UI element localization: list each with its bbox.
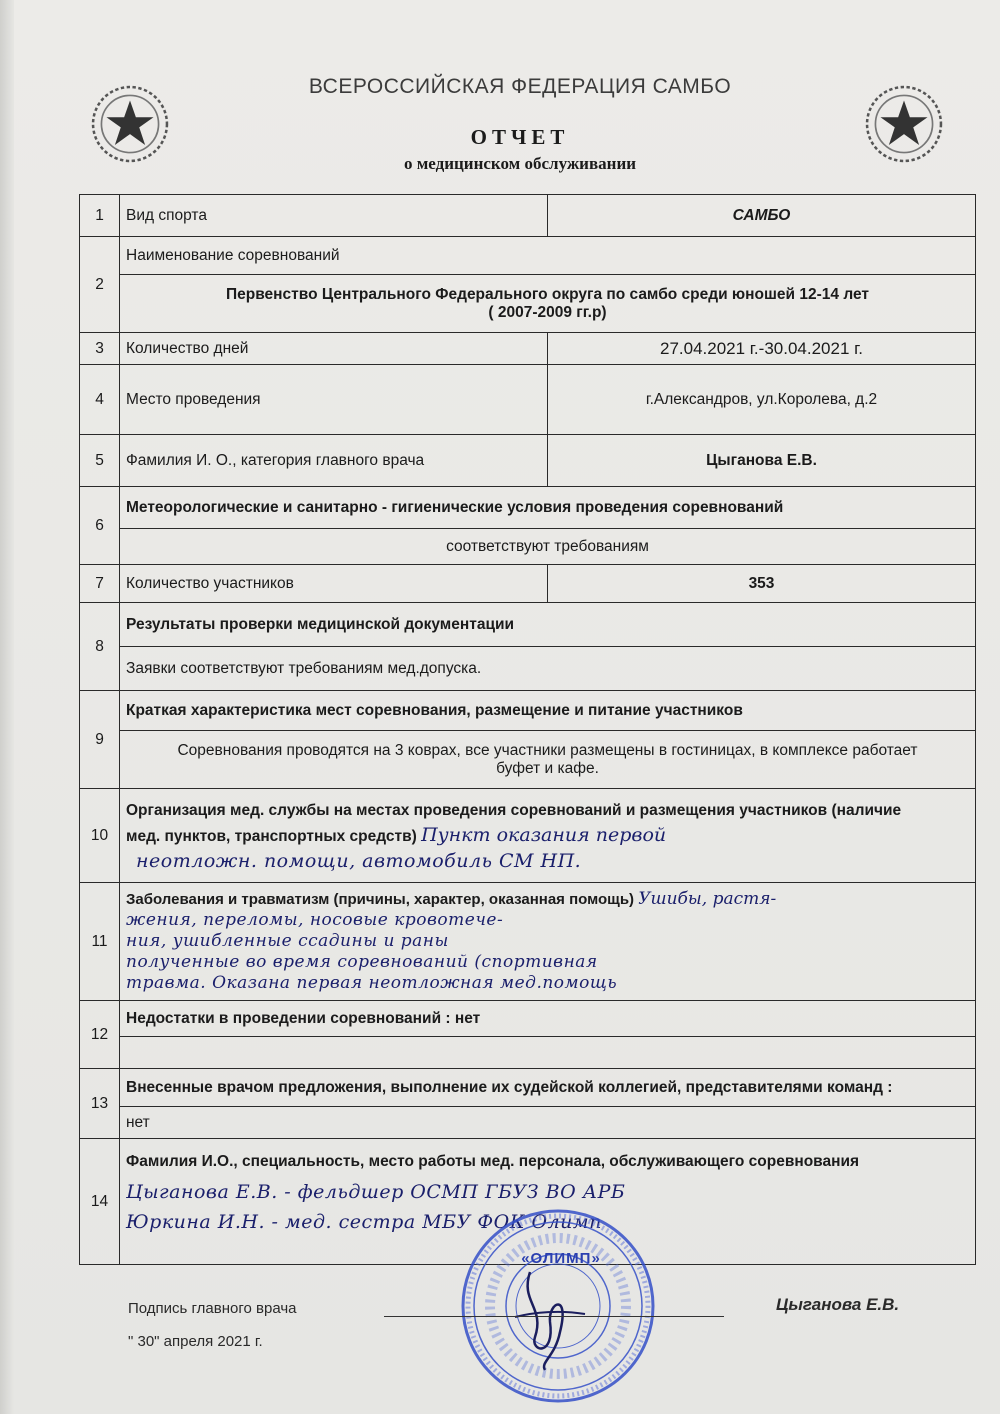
row-number: 8 xyxy=(80,603,120,691)
table-row xyxy=(80,365,976,435)
competition-name-line: Первенство Центрального Федерального округа по самбо среди юношей 12-14 лет xyxy=(226,285,869,303)
signature-mark xyxy=(500,1262,590,1372)
table-row xyxy=(80,195,976,237)
handwritten-text: Цыганова Е.В. - фельдшер ОСМП ГБУЗ ВО АРБ xyxy=(126,1181,626,1203)
injury-label: Заболевания и травматизм (причины, характер, оказанная помощь) xyxy=(126,891,635,908)
handwritten-text: жения, переломы, носовые кровотече- xyxy=(126,910,504,930)
row-label: Внесенные врачом предложения, выполнение их судейской коллегией, представителями команд : xyxy=(120,1069,976,1107)
row-value xyxy=(120,1037,976,1069)
federation-title: ВСЕРОССИЙСКАЯ ФЕДЕРАЦИЯ САМБО xyxy=(308,75,732,98)
scan-edge xyxy=(0,0,14,1414)
table-row xyxy=(80,1037,976,1069)
venue-line-1: Соревнования проводятся на 3 коврах, все участники размещены в гостиницах, в комплексе работает xyxy=(177,741,918,759)
signature-label: Подпись главного врача xyxy=(128,1300,297,1317)
row-label: Наименование соревнований xyxy=(120,237,976,275)
row-value: соответствуют требованиям xyxy=(120,529,976,565)
row-number: 7 xyxy=(80,565,120,603)
row-label: Краткая характеристика мест соревнования, размещение и питание участников xyxy=(120,691,976,731)
row-number: 3 xyxy=(80,333,120,365)
row-number: 10 xyxy=(80,789,120,883)
medical-service-label-2: мед. пунктов, транспортных средств) xyxy=(126,827,417,845)
row-number: 1 xyxy=(80,195,120,237)
row-label: Количество дней xyxy=(120,333,548,365)
row-label: Результаты проверки медицинской документации xyxy=(120,603,976,647)
row-number: 13 xyxy=(80,1069,120,1139)
venue-line-2: буфет и кафе. xyxy=(496,759,599,777)
table-row xyxy=(80,691,976,731)
handwritten-text: Юркина И.Н. - мед. сестра МБУ ФОК Олимп xyxy=(126,1211,602,1233)
signer-name: Цыганова Е.В. xyxy=(776,1295,900,1314)
competition-years-line: ( 2007-2009 гг.р) xyxy=(488,303,607,321)
sambo-emblem-icon xyxy=(862,82,946,166)
row-value xyxy=(120,789,976,883)
row-value xyxy=(120,883,976,1001)
row-label: Метеорологические и санитарно - гигиенические условия проведения соревнований xyxy=(120,487,976,529)
table-row xyxy=(80,275,976,333)
report-subtitle: о медицинском обслуживании xyxy=(403,154,637,173)
report-form-table xyxy=(79,194,976,1265)
row-number: 2 xyxy=(80,237,120,333)
handwritten-text: Пункт оказания первой xyxy=(421,823,667,846)
row-value xyxy=(120,275,976,333)
handwritten-text: неотложн. помощи, автомобиль СМ НП. xyxy=(136,849,582,872)
row-value xyxy=(120,731,976,789)
handwritten-text: травма. Оказана первая неотложная мед.помощь xyxy=(126,973,618,993)
row-value: нет xyxy=(120,1107,976,1139)
staff-label: Фамилия И.О., специальность, место работы мед. персонала, обслуживающего соревнования xyxy=(126,1153,860,1170)
row-number: 12 xyxy=(80,1001,120,1069)
table-row xyxy=(80,731,976,789)
table-row xyxy=(80,647,976,691)
row-number: 9 xyxy=(80,691,120,789)
report-date: " 30" апреля 2021 г. xyxy=(128,1333,263,1350)
stamp-label: «ОЛИМП» xyxy=(521,1250,601,1267)
table-row xyxy=(80,529,976,565)
table-row xyxy=(80,1001,976,1037)
table-row xyxy=(80,1069,976,1107)
table-row xyxy=(80,487,976,529)
table-row xyxy=(80,565,976,603)
row-number: 11 xyxy=(80,883,120,1001)
table-row xyxy=(80,435,976,487)
row-label: Место проведения xyxy=(120,365,548,435)
row-value: 353 xyxy=(548,565,976,603)
row-number: 5 xyxy=(80,435,120,487)
table-row xyxy=(80,237,976,275)
table-row xyxy=(80,1107,976,1139)
row-value: г.Александров, ул.Королева, д.2 xyxy=(548,365,976,435)
table-row xyxy=(80,789,976,883)
handwritten-text: полученные во время соревнований (спортивная xyxy=(126,952,598,972)
row-number: 6 xyxy=(80,487,120,565)
medical-service-label-1: Организация мед. службы на местах проведения соревнований и размещения участников (наличие xyxy=(126,801,902,819)
signature-line xyxy=(384,1316,724,1317)
handwritten-text: Ушибы, растя- xyxy=(638,889,777,909)
row-label: Количество участников xyxy=(120,565,548,603)
table-row xyxy=(80,333,976,365)
report-title: ОТЧЕТ xyxy=(470,125,570,149)
row-value: Заявки соответствуют требованиям мед.допуска. xyxy=(120,647,976,691)
row-value: САМБО xyxy=(548,195,976,237)
table-row xyxy=(80,883,976,1001)
row-number: 4 xyxy=(80,365,120,435)
row-label: Фамилия И. О., категория главного врача xyxy=(120,435,548,487)
table-row xyxy=(80,603,976,647)
row-label: Вид спорта xyxy=(120,195,548,237)
row-value: 27.04.2021 г.-30.04.2021 г. xyxy=(548,333,976,365)
row-value: Цыганова Е.В. xyxy=(548,435,976,487)
row-label: Недостатки в проведении соревнований : нет xyxy=(120,1001,976,1037)
sambo-emblem-icon xyxy=(88,82,172,166)
handwritten-text: ния, ушибленные ссадины и раны xyxy=(126,931,449,951)
row-number: 14 xyxy=(80,1139,120,1265)
